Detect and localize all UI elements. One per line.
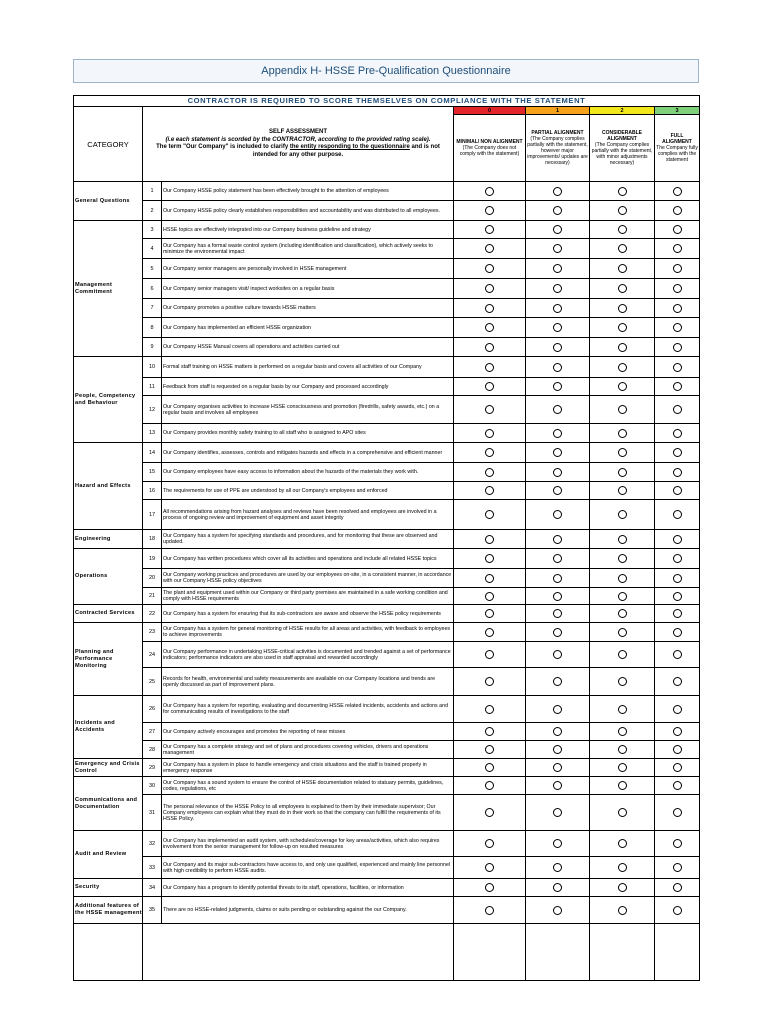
- table-row: [143, 549, 700, 569]
- score-radio-3[interactable]: [673, 264, 682, 273]
- score-radio-1[interactable]: [553, 808, 562, 817]
- score-radio-1[interactable]: [553, 592, 562, 601]
- score-radio-1[interactable]: [553, 284, 562, 293]
- score-radio-2[interactable]: [618, 225, 627, 234]
- statement-text: Our Company has implemented an audit system, with schedules/coverage for key areas/activities, which also requires involvement from the senior management for follow-up on resulted measures: [162, 831, 454, 856]
- score-radio-3[interactable]: [673, 554, 682, 563]
- score-detail: The Company fully complies with the statement: [656, 145, 698, 163]
- score-value-1: 1: [526, 107, 590, 115]
- table-row: [143, 723, 700, 741]
- score-radio-0[interactable]: [485, 429, 494, 438]
- score-radio-0[interactable]: [485, 405, 494, 414]
- score-radio-1[interactable]: [553, 382, 562, 391]
- score-radio-0[interactable]: [485, 574, 494, 583]
- score-radio-2[interactable]: [618, 284, 627, 293]
- score-radio-1[interactable]: [553, 763, 562, 772]
- row-number: 32: [143, 831, 162, 856]
- score-radio-2[interactable]: [618, 405, 627, 414]
- category-label: Operations: [74, 549, 143, 605]
- statement-text: Our Company organises activities to increase HSSE consciousness and promotion (firedrills, safety awards, etc.) on a regular basis and involves all employees: [162, 396, 454, 423]
- statement-text: All recommendations arising from hazard analyses and reviews have been resolved and employees are involved in a process of ongoing review and improvement of equipment and asset integrity: [162, 500, 454, 529]
- score-radio-2[interactable]: [618, 745, 627, 754]
- score-radio-2[interactable]: [618, 839, 627, 848]
- row-number: 28: [143, 741, 162, 758]
- score-value-3: 3: [655, 107, 700, 115]
- table-row: [143, 605, 700, 623]
- statement-text: Our Company has a sound system to ensure the control of HSSE documentation related to statuary permits, guidelines, codes, regulations, etc: [162, 777, 454, 794]
- score-radio-1[interactable]: [553, 363, 562, 372]
- score-radio-2[interactable]: [618, 554, 627, 563]
- statement-text: HSSE topics are effectively integrated into our Company business guideline and strategy: [162, 221, 454, 238]
- statement-text: Our Company identifies, assesses, controls and mitigates hazards and effects in a comprehensive and efficient manner: [162, 443, 454, 462]
- statement-text: Our Company provides monthly safety training to all staff who is assigned to APO sites: [162, 424, 454, 442]
- row-number: 13: [143, 424, 162, 442]
- row-number: 21: [143, 588, 162, 604]
- score-radio-0[interactable]: [485, 677, 494, 686]
- score-radio-1[interactable]: [553, 468, 562, 477]
- category-label: Planning and Performance Monitoring: [74, 623, 143, 696]
- score-radio-2[interactable]: [618, 486, 627, 495]
- score-radio-3[interactable]: [673, 363, 682, 372]
- category-label: General Questions: [74, 182, 143, 221]
- table-row: [143, 588, 700, 605]
- category-label: Audit and Review: [74, 831, 143, 879]
- score-radio-2[interactable]: [618, 863, 627, 872]
- score-radio-1[interactable]: [553, 486, 562, 495]
- score-radio-0[interactable]: [485, 763, 494, 772]
- statement-text: Our Company HSSE policy clearly establishes responsibilities and accountability and was distributed to all employees.: [162, 201, 454, 220]
- score-radio-1[interactable]: [553, 225, 562, 234]
- table-row: [143, 857, 700, 879]
- row-number: 11: [143, 378, 162, 395]
- table-row: [143, 279, 700, 299]
- score-radio-1[interactable]: [553, 187, 562, 196]
- score-value-0: 0: [454, 107, 526, 115]
- score-radio-3[interactable]: [673, 343, 682, 352]
- statement-text: Records for health, environmental and safety measurements are available on our Company locations and trends are openly discussed as part of improvement plans.: [162, 668, 454, 695]
- score-value-2: 2: [590, 107, 655, 115]
- score-radio-3[interactable]: [673, 486, 682, 495]
- score-radio-0[interactable]: [485, 781, 494, 790]
- score-radio-1[interactable]: [553, 429, 562, 438]
- score-radio-2[interactable]: [618, 592, 627, 601]
- score-radio-1[interactable]: [553, 839, 562, 848]
- score-radio-2[interactable]: [618, 304, 627, 313]
- score-radio-3[interactable]: [673, 650, 682, 659]
- statement-text: Our Company senior managers visit/ inspect worksites on a regular basis: [162, 279, 454, 298]
- column-divider: [142, 182, 143, 980]
- score-radio-2[interactable]: [618, 574, 627, 583]
- statement-text: Our Company has a system in place to handle emergency and crisis situations and the staff is trained properly in emergency response: [162, 759, 454, 776]
- score-radio-2[interactable]: [618, 650, 627, 659]
- score-radio-3[interactable]: [673, 745, 682, 754]
- table-row: [143, 642, 700, 668]
- table-row: [143, 338, 700, 357]
- row-number: 29: [143, 759, 162, 776]
- score-radio-0[interactable]: [485, 284, 494, 293]
- category-label: Additional features of the HSSE management: [74, 897, 143, 924]
- row-number: 19: [143, 549, 162, 568]
- score-radio-0[interactable]: [485, 382, 494, 391]
- score-radio-1[interactable]: [553, 628, 562, 637]
- score-radio-1[interactable]: [553, 264, 562, 273]
- score-radio-3[interactable]: [673, 225, 682, 234]
- row-number: 26: [143, 696, 162, 722]
- score-radio-0[interactable]: [485, 650, 494, 659]
- score-radio-2[interactable]: [618, 628, 627, 637]
- row-number: 31: [143, 795, 162, 830]
- row-number: 10: [143, 357, 162, 377]
- statement-text: Our Company has a system for ensuring that its sub-contractors are aware and observe the HSSE policy requirements: [162, 605, 454, 622]
- score-radio-1[interactable]: [553, 554, 562, 563]
- score-radio-1[interactable]: [553, 781, 562, 790]
- self-assessment-header: [143, 107, 454, 182]
- score-radio-1[interactable]: [553, 906, 562, 915]
- page-title: Appendix H- HSSE Pre-Qualification Questionnaire: [73, 59, 699, 83]
- table-row: [143, 668, 700, 696]
- row-number: 8: [143, 318, 162, 337]
- score-radio-0[interactable]: [485, 863, 494, 872]
- score-radio-0[interactable]: [485, 225, 494, 234]
- statement-text: Our Company and its major sub-contractors have access to, and only use qualified, experienced and mainly line personnel with high credibility to perform HSSE audits.: [162, 857, 454, 878]
- score-radio-0[interactable]: [485, 343, 494, 352]
- score-radio-3[interactable]: [673, 510, 682, 519]
- score-radio-2[interactable]: [618, 206, 627, 215]
- table-row: [143, 239, 700, 259]
- statement-text: Formal staff training on HSSE matters is performed on a regular basis and covers all activities of our Company: [162, 357, 454, 377]
- row-number: 2: [143, 201, 162, 220]
- score-radio-1[interactable]: [553, 574, 562, 583]
- table-row: [143, 299, 700, 318]
- score-radio-0[interactable]: [485, 883, 494, 892]
- score-radio-0[interactable]: [485, 244, 494, 253]
- statement-text: Our Company working practices and procedures are used by our employees on-site, in a consistent manner, in accordance with our Company HSSE policy objectives: [162, 569, 454, 587]
- score-radio-1[interactable]: [553, 745, 562, 754]
- score-radio-2[interactable]: [618, 343, 627, 352]
- score-radio-0[interactable]: [485, 554, 494, 563]
- score-radio-3[interactable]: [673, 592, 682, 601]
- score-heading: MINIMAL/ NON ALIGNMENT: [456, 139, 523, 145]
- table-row: [143, 569, 700, 588]
- row-number: 5: [143, 259, 162, 278]
- table-row: [143, 318, 700, 338]
- row-number: 17: [143, 500, 162, 529]
- score-radio-1[interactable]: [553, 448, 562, 457]
- statement-text: Our Company employees have easy access to information about the hazards of the materials they work with.: [162, 463, 454, 481]
- score-radio-3[interactable]: [673, 727, 682, 736]
- score-detail: (The Company complies partially with the statement, with minor adjustments necessary): [591, 142, 653, 166]
- row-number: 24: [143, 642, 162, 667]
- score-radio-3[interactable]: [673, 535, 682, 544]
- statement-text: Our Company has a program to identify potential threats to its staff, operations, facilities, or information: [162, 879, 454, 896]
- score-radio-3[interactable]: [673, 206, 682, 215]
- statement-text: Our Company has implemented an efficient HSSE organization: [162, 318, 454, 337]
- score-radio-1[interactable]: [553, 727, 562, 736]
- score-radio-2[interactable]: [618, 244, 627, 253]
- score-radio-0[interactable]: [485, 304, 494, 313]
- score-radio-1[interactable]: [553, 510, 562, 519]
- score-description-3: [655, 115, 700, 182]
- row-number: 12: [143, 396, 162, 423]
- table-subtitle: CONTRACTOR IS REQUIRED TO SCORE THEMSELVES ON COMPLIANCE WITH THE STATEMENT: [74, 96, 699, 107]
- score-radio-1[interactable]: [553, 677, 562, 686]
- score-radio-2[interactable]: [618, 808, 627, 817]
- score-radio-0[interactable]: [485, 592, 494, 601]
- row-number: 9: [143, 338, 162, 356]
- table-row: [143, 831, 700, 857]
- score-radio-3[interactable]: [673, 628, 682, 637]
- score-radio-3[interactable]: [673, 808, 682, 817]
- score-detail: (The Company does not comply with the statement): [459, 145, 520, 157]
- category-label: People, Competency and Behaviour: [74, 357, 143, 443]
- score-radio-2[interactable]: [618, 448, 627, 457]
- score-radio-3[interactable]: [673, 574, 682, 583]
- statement-text: Our Company has a complete strategy and set of plans and procedures covering vehicles, drivers and operations management: [162, 741, 454, 758]
- score-radio-0[interactable]: [485, 468, 494, 477]
- score-radio-3[interactable]: [673, 609, 682, 618]
- score-radio-0[interactable]: [485, 705, 494, 714]
- category-label: Emergency and Crisis Control: [74, 759, 143, 777]
- statement-text: Our Company senior managers are personally involved in HSSE management: [162, 259, 454, 278]
- table-row: [143, 897, 700, 924]
- score-radio-2[interactable]: [618, 429, 627, 438]
- score-radio-0[interactable]: [485, 264, 494, 273]
- score-radio-1[interactable]: [553, 244, 562, 253]
- row-number: 23: [143, 623, 162, 641]
- score-radio-3[interactable]: [673, 284, 682, 293]
- table-row: [143, 463, 700, 482]
- score-radio-3[interactable]: [673, 382, 682, 391]
- statement-text: Our Company has a system for reporting, evaluating and documenting HSSE related incidents, accidents and actions and for communicating results of investigations to the staff: [162, 696, 454, 722]
- self-assessment-note: [155, 144, 441, 159]
- category-label: Contracted Services: [74, 605, 143, 623]
- row-number: 33: [143, 857, 162, 878]
- row-number: 18: [143, 530, 162, 548]
- row-number: 15: [143, 463, 162, 481]
- score-radio-3[interactable]: [673, 705, 682, 714]
- row-number: 25: [143, 668, 162, 695]
- score-radio-1[interactable]: [553, 650, 562, 659]
- score-radio-2[interactable]: [618, 883, 627, 892]
- score-radio-0[interactable]: [485, 609, 494, 618]
- score-radio-2[interactable]: [618, 906, 627, 915]
- table-row: [143, 221, 700, 239]
- row-number: 4: [143, 239, 162, 258]
- row-number: 27: [143, 723, 162, 740]
- table-row: [143, 879, 700, 897]
- score-description-2: [590, 115, 655, 182]
- note-part-3: and is not intended for any other purpose.: [252, 144, 440, 158]
- row-number: 22: [143, 605, 162, 622]
- category-label: Incidents and Accidents: [74, 696, 143, 759]
- statement-text: The personal relevance of the HSSE Policy to all employees is explained to them by their immediate supervisor; Our Company employees can explain what they must do in their work so that the company can fulfill the requirements of its HSSE Policy.: [162, 795, 454, 830]
- score-radio-1[interactable]: [553, 304, 562, 313]
- score-radio-2[interactable]: [618, 323, 627, 332]
- table-row: [143, 259, 700, 279]
- score-detail: (The Company complies partially with the statement, however major improvements/ updates are necessary): [527, 136, 588, 166]
- category-label: Security: [74, 879, 143, 897]
- score-radio-1[interactable]: [553, 535, 562, 544]
- score-radio-2[interactable]: [618, 510, 627, 519]
- table-row: [143, 623, 700, 642]
- score-radio-1[interactable]: [553, 343, 562, 352]
- self-assessment-title: SELF ASSESSMENT: [268, 129, 328, 135]
- row-number: 3: [143, 221, 162, 238]
- score-radio-2[interactable]: [618, 609, 627, 618]
- score-radio-2[interactable]: [618, 677, 627, 686]
- score-radio-1[interactable]: [553, 405, 562, 414]
- note-part-1: The term "Our Company" is included to clarify: [156, 144, 290, 150]
- score-radio-1[interactable]: [553, 206, 562, 215]
- row-number: 1: [143, 182, 162, 200]
- statement-text: Our Company performance in undertaking HSSE-critical activities is documented and trended against a set of performance indicators; performance indicators are also used in staff appraisal and rewarded accordingly: [162, 642, 454, 667]
- score-radio-0[interactable]: [485, 486, 494, 495]
- score-radio-3[interactable]: [673, 304, 682, 313]
- table-row: [143, 741, 700, 759]
- statement-text: Our Company actively encourages and promotes the reporting of near misses: [162, 723, 454, 740]
- score-radio-0[interactable]: [485, 628, 494, 637]
- score-radio-1[interactable]: [553, 609, 562, 618]
- statement-text: Our Company has a system for specifying standards and procedures, and for monitoring that these are observed and updated.: [162, 530, 454, 548]
- table-row: [143, 696, 700, 723]
- row-number: 16: [143, 482, 162, 499]
- score-radio-2[interactable]: [618, 781, 627, 790]
- row-number: 6: [143, 279, 162, 298]
- category-label: Engineering: [74, 530, 143, 549]
- score-radio-2[interactable]: [618, 187, 627, 196]
- row-number: 14: [143, 443, 162, 462]
- statement-text: Our Company has a formal waste control system (including identification and classification), which actively seeks to minimize the environmental impact: [162, 239, 454, 258]
- score-radio-0[interactable]: [485, 727, 494, 736]
- table-row: [143, 530, 700, 549]
- score-radio-3[interactable]: [673, 763, 682, 772]
- score-radio-0[interactable]: [485, 448, 494, 457]
- score-heading: FULL ALIGNMENT: [662, 133, 692, 145]
- score-radio-0[interactable]: [485, 906, 494, 915]
- row-number: 30: [143, 777, 162, 794]
- score-radio-2[interactable]: [618, 535, 627, 544]
- score-radio-3[interactable]: [673, 187, 682, 196]
- score-radio-3[interactable]: [673, 906, 682, 915]
- score-radio-3[interactable]: [673, 883, 682, 892]
- row-number: 34: [143, 879, 162, 896]
- score-radio-3[interactable]: [673, 405, 682, 414]
- statement-text: The requirements for use of PPE are understood by all our Company's employees and enforced: [162, 482, 454, 499]
- score-radio-0[interactable]: [485, 745, 494, 754]
- score-radio-3[interactable]: [673, 781, 682, 790]
- table-row: [143, 201, 700, 221]
- score-radio-3[interactable]: [673, 244, 682, 253]
- score-radio-0[interactable]: [485, 510, 494, 519]
- statement-text: Our Company HSSE policy statement has been effectively brought to the attention of employees: [162, 182, 454, 200]
- table-row: [143, 777, 700, 795]
- row-number: 7: [143, 299, 162, 317]
- score-radio-1[interactable]: [553, 883, 562, 892]
- score-radio-3[interactable]: [673, 429, 682, 438]
- score-radio-2[interactable]: [618, 264, 627, 273]
- score-radio-0[interactable]: [485, 323, 494, 332]
- table-row: [143, 500, 700, 530]
- score-radio-3[interactable]: [673, 323, 682, 332]
- score-radio-2[interactable]: [618, 727, 627, 736]
- table-row: [143, 396, 700, 424]
- table-row: [143, 182, 700, 201]
- table-row: [143, 424, 700, 443]
- score-radio-0[interactable]: [485, 363, 494, 372]
- statement-text: Our Company has a system for general monitoring of HSSE results for all areas and activities, with feedback to employees to achieve improvements: [162, 623, 454, 641]
- score-radio-2[interactable]: [618, 363, 627, 372]
- score-radio-3[interactable]: [673, 468, 682, 477]
- score-radio-3[interactable]: [673, 839, 682, 848]
- statement-text: Our Company promotes a positive culture towards HSSE matters: [162, 299, 454, 317]
- score-radio-0[interactable]: [485, 187, 494, 196]
- score-heading: CONSIDERABLE ALIGNMENT: [601, 130, 642, 142]
- statement-text: Our Company HSSE Manual covers all operations and activities carried out: [162, 338, 454, 356]
- table-row: [143, 357, 700, 378]
- statement-text: There are no HSSE-related judgments, claims or suits pending or outstanding against the our Company.: [162, 897, 454, 923]
- statement-text: Feedback from staff is requested on a regular basis by our Company and processed accordingly: [162, 378, 454, 395]
- category-label: Hazard and Effects: [74, 443, 143, 530]
- self-assessment-instructions: (i.e each statement is scorded by the CONTRACTOR, according to the provided rating scale).: [165, 136, 431, 143]
- note-part-2: the entity responding to the questionnaire: [289, 144, 410, 150]
- table-row: [143, 482, 700, 500]
- score-radio-3[interactable]: [673, 448, 682, 457]
- score-radio-2[interactable]: [618, 468, 627, 477]
- score-radio-2[interactable]: [618, 763, 627, 772]
- category-label: Management Commitment: [74, 221, 143, 357]
- row-number: 20: [143, 569, 162, 587]
- questionnaire-table: [73, 95, 700, 981]
- score-radio-1[interactable]: [553, 705, 562, 714]
- statement-text: The plant and equipment used within our Company or third party premises are maintained in a safe working condition and comply with HSSE requirements: [162, 588, 454, 604]
- row-number: 35: [143, 897, 162, 923]
- category-header: CATEGORY: [74, 107, 143, 182]
- table-row: [143, 378, 700, 396]
- score-radio-0[interactable]: [485, 535, 494, 544]
- table-row: [143, 795, 700, 831]
- table-row: [143, 443, 700, 463]
- score-heading: PARTIAL ALIGNMENT: [531, 130, 584, 136]
- score-description-0: [454, 115, 526, 182]
- score-description-1: [526, 115, 590, 182]
- category-label: Communications and Documentation: [74, 777, 143, 831]
- statement-text: Our Company has written procedures which cover all its activities and operations and include all related HSSE topics: [162, 549, 454, 568]
- score-radio-2[interactable]: [618, 705, 627, 714]
- score-radio-3[interactable]: [673, 677, 682, 686]
- score-radio-0[interactable]: [485, 206, 494, 215]
- score-radio-0[interactable]: [485, 808, 494, 817]
- score-radio-2[interactable]: [618, 382, 627, 391]
- score-radio-3[interactable]: [673, 863, 682, 872]
- table-row: [143, 759, 700, 777]
- score-radio-1[interactable]: [553, 863, 562, 872]
- score-radio-1[interactable]: [553, 323, 562, 332]
- score-radio-0[interactable]: [485, 839, 494, 848]
